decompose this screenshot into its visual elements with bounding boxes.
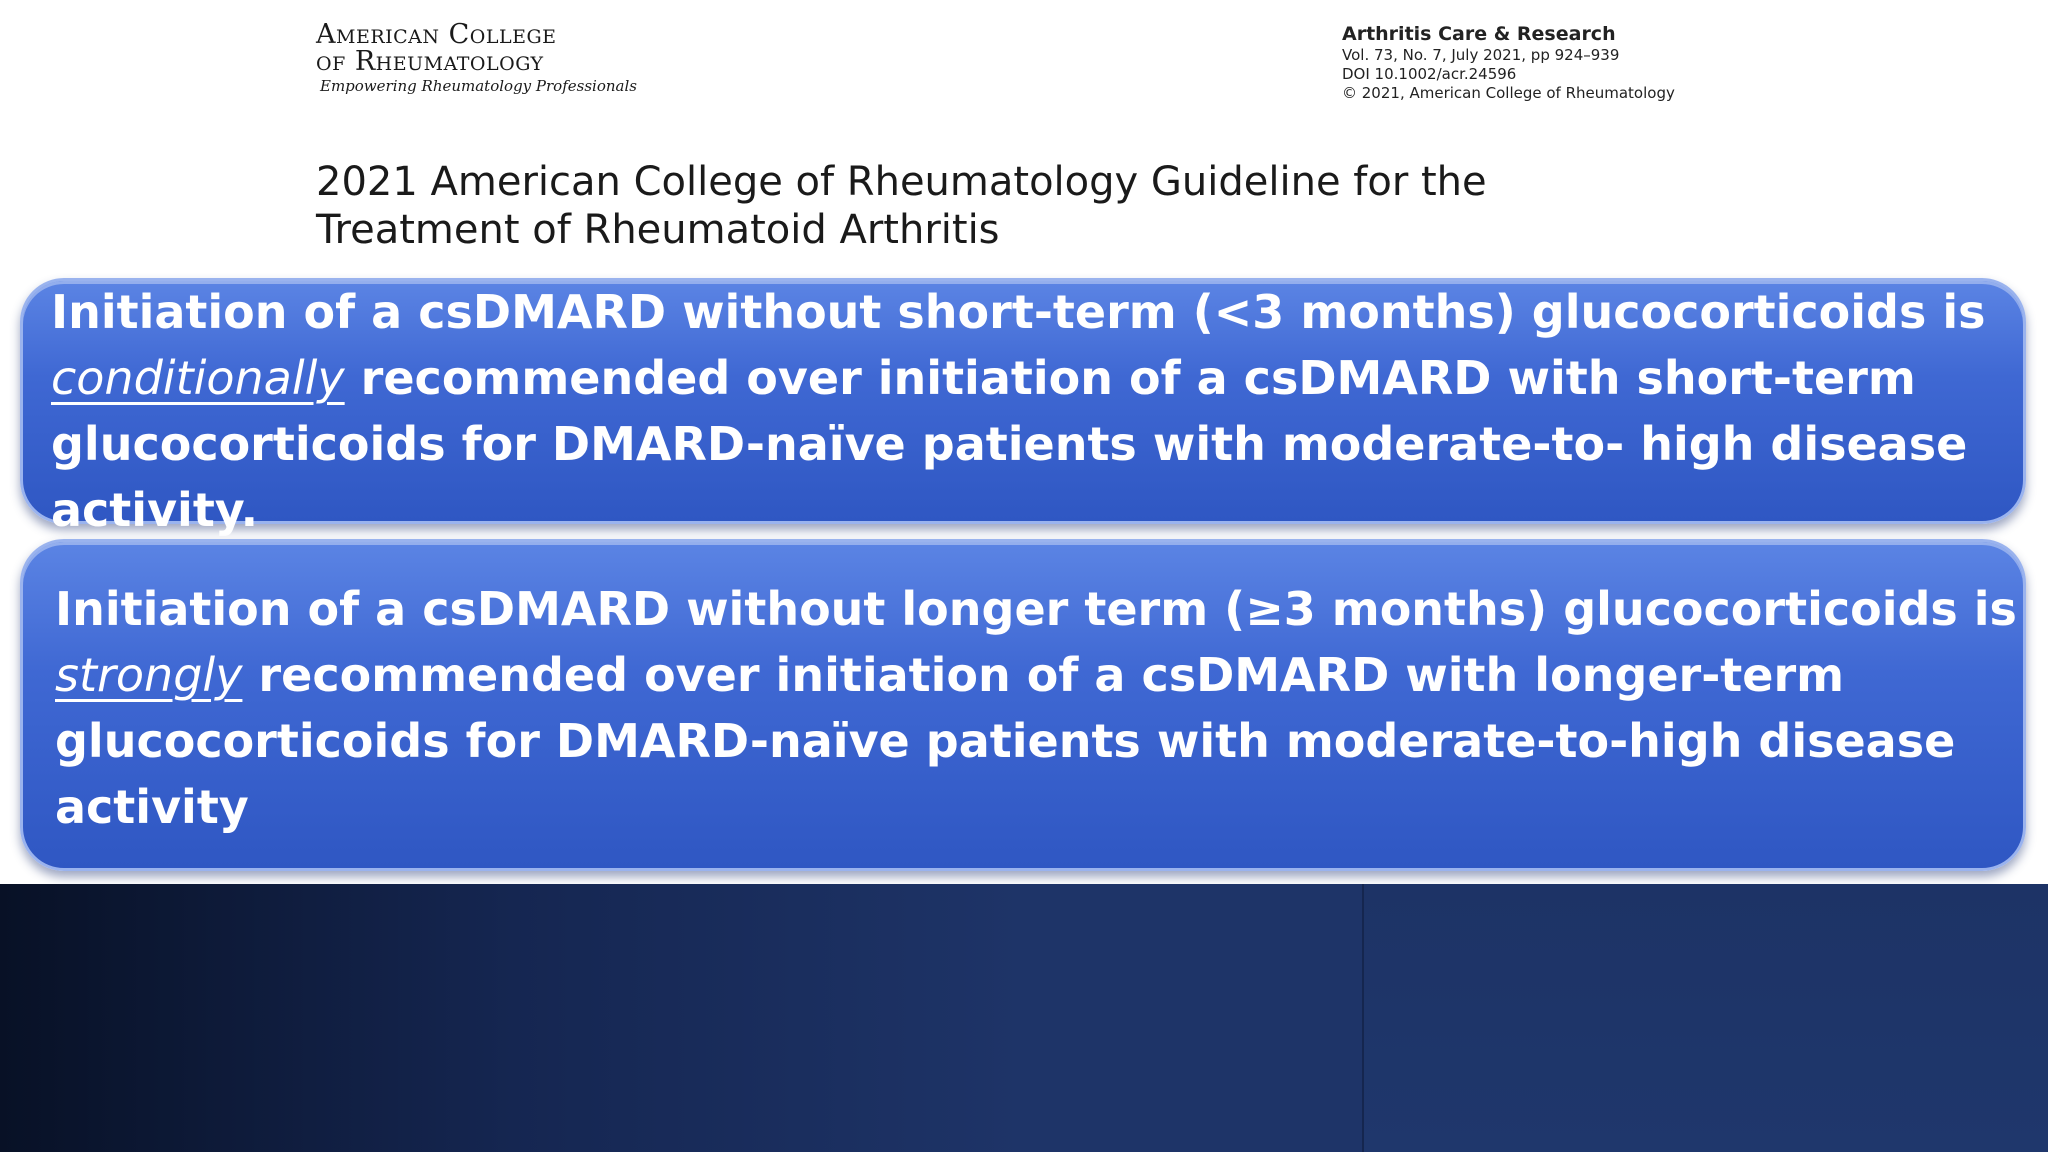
rec-line [51,345,1986,411]
acr-logo [316,19,637,100]
rec-line-rest: recommended over initiation of a csDMARD with short-term [344,351,1916,405]
recommendation-strength: strongly [55,648,243,702]
recommendation-box-conditional [20,278,2026,537]
rec-line [55,642,2017,708]
recommendation-strength: conditionally [51,351,345,405]
rec-line: activity. [51,483,259,537]
rec-line: Initiation of a csDMARD without longer term (≥3 months) glucocorticoids is [55,582,2017,636]
rec-line: glucocorticoids for DMARD-naïve patients with moderate-to-high disease [55,714,1956,768]
journal-volume: Vol. 73, No. 7, July 2021, pp 924–939 [1342,46,1620,64]
recommendation-text [51,279,1986,543]
logo-line-2: of Rheumatology [316,46,544,77]
rec-line: Initiation of a csDMARD without short-term (<3 months) glucocorticoids is [51,285,1986,339]
article-title-line-2: Treatment of Rheumatoid Arthritis [316,207,1000,253]
journal-name: Arthritis Care & Research [1342,23,1616,45]
journal-copyright: © 2021, American College of Rheumatology [1342,84,1675,102]
rec-line: glucocorticoids for DMARD-naïve patients with moderate-to- high disease [51,417,1968,471]
logo-tagline: Empowering Rheumatology Professionals [320,77,637,95]
rec-line-rest: recommended over initiation of a csDMARD with longer-term [242,648,1845,702]
recommendation-text [55,576,2017,840]
article-title-line-1: 2021 American College of Rheumatology Guideline for the [316,159,1487,205]
recommendation-box-strong [20,539,2026,871]
article-title [316,158,1736,254]
journal-doi: DOI 10.1002/acr.24596 [1342,65,1517,83]
footer-band-panel [1362,884,2048,1152]
rec-line: activity [55,780,249,834]
logo-line-1: American College [316,19,557,50]
journal-citation [1342,22,1742,103]
